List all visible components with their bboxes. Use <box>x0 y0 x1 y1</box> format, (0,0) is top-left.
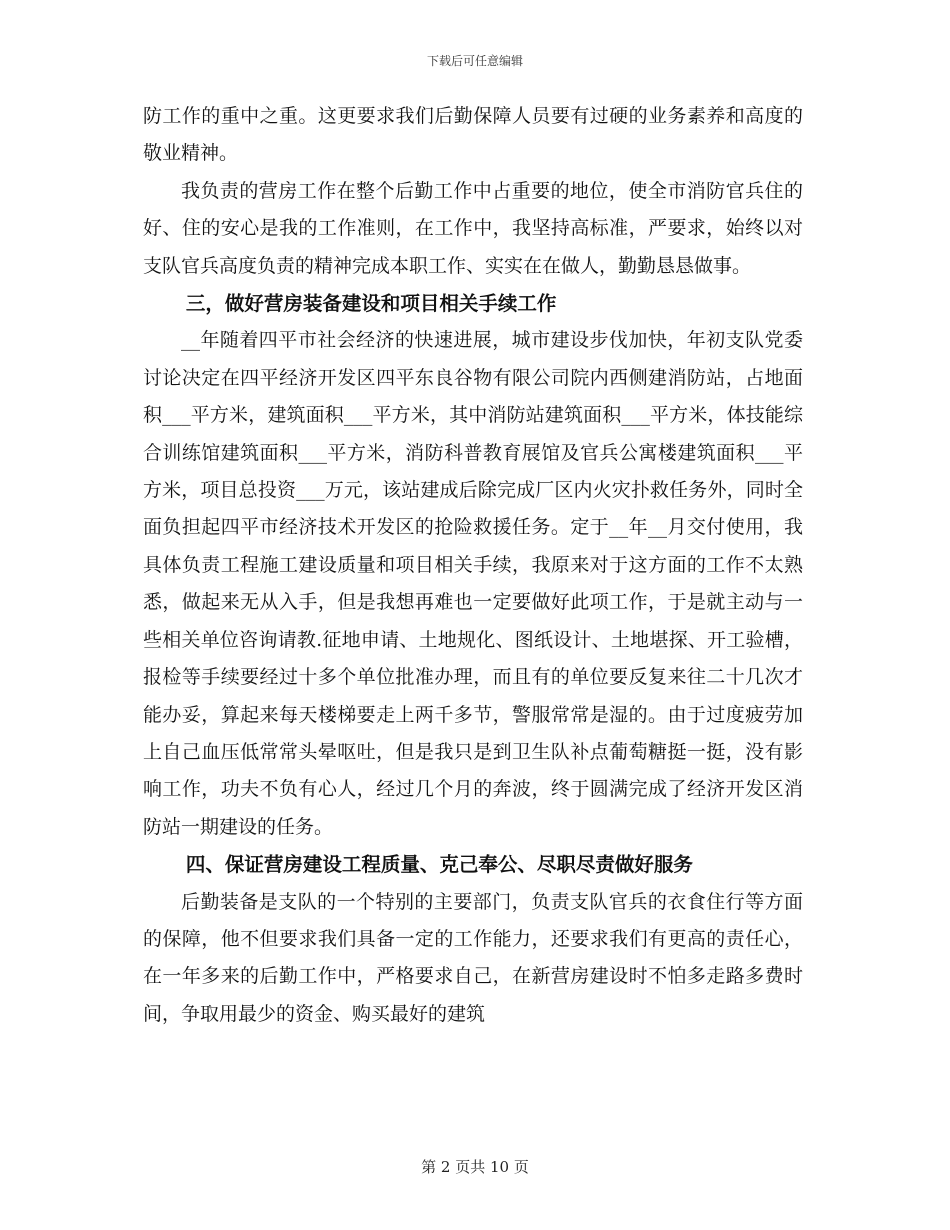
paragraph-logistics-service: 后勤装备是支队的一个特别的主要部门，负责支队官兵的衣食住行等方面的保障，他不但要求我们具备一定的工作能力，还要求我们有更高的责任心，在一年多来的后勤工作中，严格要求自己，在新营房建设时不怕多走路多费时间，争取用最少的资金、购买最好的建筑 <box>143 890 803 1025</box>
document-body <box>143 98 803 1033</box>
page-number-footer: 第 2 页共 10 页 <box>421 1158 529 1176</box>
page-header-note: 下载后可任意编辑 <box>426 54 523 68</box>
section-heading-3: 三，做好营房装备建设和项目相关手续工作 <box>185 292 557 316</box>
section-heading-4: 四、保证营房建设工程质量、克己奉公、尽职尽责做好服务 <box>185 853 693 877</box>
paragraph-barracks-duty: 我负责的营房工作在整个后勤工作中占重要的地位，使全市消防官兵住的好、住的安心是我的工作准则，在工作中，我坚持高标准，严要求，始终以对支队官兵高度负责的精神完成本职工作、实实在在做人，勤勤恳恳做事。 <box>143 179 803 277</box>
paragraph-fire-station-project: __年随着四平市社会经济的快速进展，城市建设步伐加快，年初支队党委讨论决定在四平经济开发区四平东良谷物有限公司院内西侧建消防站，占地面积___平方米，建筑面积___平方米，其中消防站建筑面积___平方米，体技能综合训练馆建筑面积___平方米，消防科普教育展馆及官兵公寓楼建筑面积___平方米，项目总投资___万元，该站建成后除完成厂区内火灾扑救任务外，同时全面负担起四平市经济技术开发区的抢险救援任务。定于__年__月交付使用，我具体负责工程施工建设质量和项目相关手续，我原来对于这方面的工作不太熟悉，做起来无从入手，但是我想再难也一定要做好此项工作，于是就主动与一些相关单位咨询请教.征地申请、土地规化、图纸设计、土地堪探、开工验槽，报检等手续要经过十多个单位批准办理，而且有的单位要反复来往二十几次才能办妥，算起来每天楼梯要走上两千多节，警服常常是湿的。由于过度疲劳加上自己血压低常常头晕呕吐，但是我只是到卫生队补点葡萄糖挺一挺，没有影响工作，功夫不负有心人，经过几个月的奔波，终于圆满完成了经济开发区消防站一期建设的任务。 <box>143 329 803 838</box>
paragraph-continuation: 防工作的重中之重。这更要求我们后勤保障人员要有过硬的业务素养和高度的敬业精神。 <box>143 105 803 165</box>
